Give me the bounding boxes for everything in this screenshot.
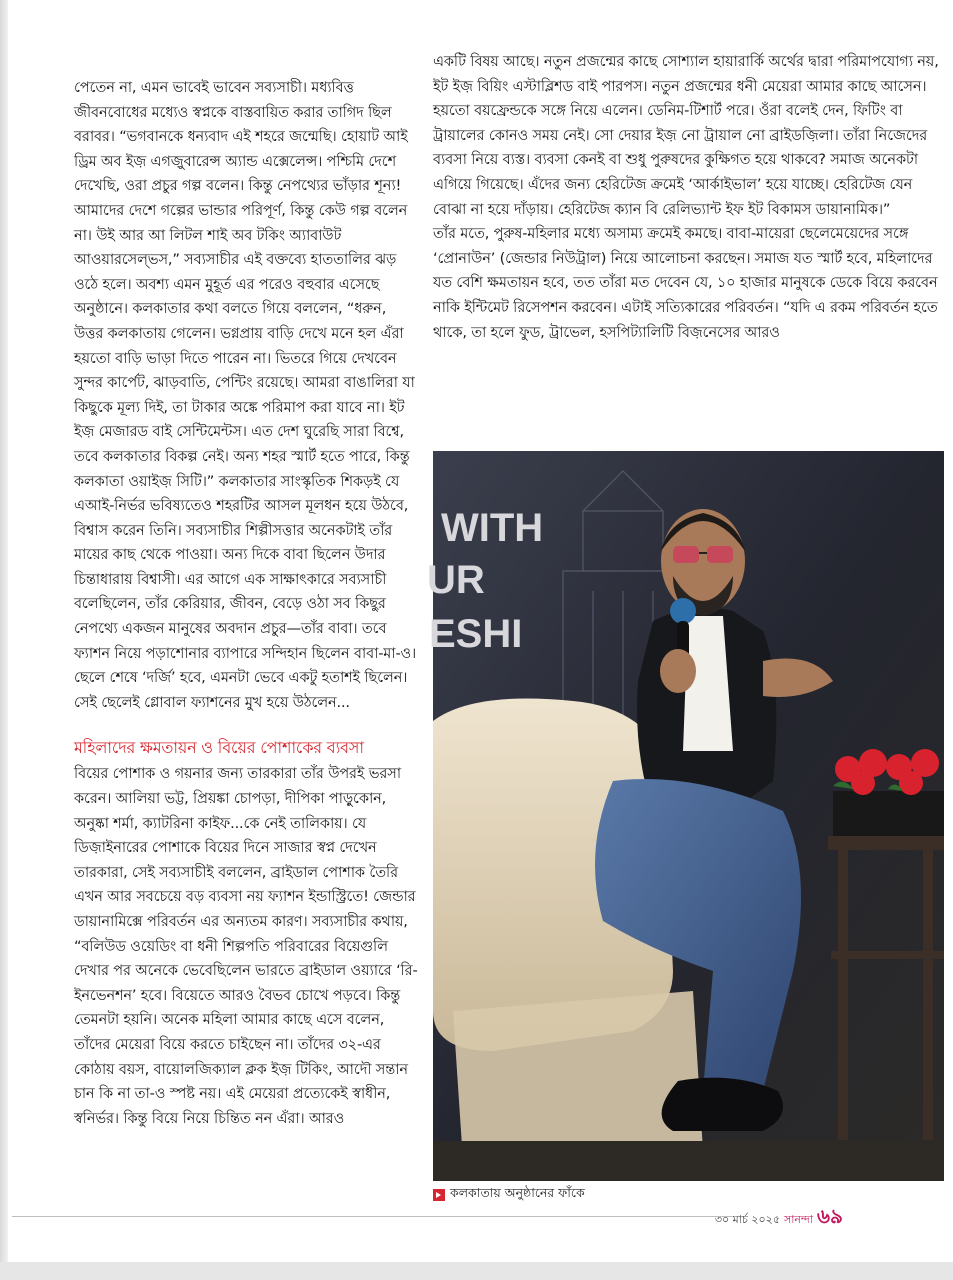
glasses-icon [673, 546, 699, 563]
page-edge-shadow [0, 0, 8, 1280]
page-number: ৬৯ [817, 1204, 843, 1228]
article-paragraph-section: বিয়ের পোশাক ও গয়নার জন্য তারকারা তাঁর উপরই ভরসা করেন। আলিয়া ভট্ট, প্রিয়ঙ্কা চোপড়া, দীপিকা পাড়ুকোন, অনুষ্কা শর্মা, ক্যাটরিনা কাইফ...কে নেই তালিকায়। যে ডিজ়াইনারের পোশাকে বিয়ের দিনে সাজার স্বপ্ন দেখেন তারকারা, সেই সব্যসাচীই বললেন, ব্রাইডাল পোশাক তৈরি এখন আর সবচেয়ে বড় ব্যবসা নয় ফ্যাশন ইন্ডাস্ট্রিতে! জেন্ডার ডায়ানামিক্সে পরিবর্তন এর অন্যতম কারণ। সব্যসাচীর কথায়, “বলিউড ওয়েডিং বা ধনী শিল্পপতি পরিবারের বিয়েগুলি দেখার পর অনেকে ভেবেছিলেন ভারতে ব্রাইডাল ওয়্যারে ‘রি-ইনভেনশন’ হবে। বিয়েতে আরও বৈভব চোখে পড়বে। কিন্তু তেমনটা হয়নি। অনেক মহিলা আমার কাছে এসে বলেন, তাঁদের মেয়েরা বিয়ে করতে চাইছেন না। তাঁদের ৩২-এর কোঠায় বয়স, বায়োলজিক্যাল ক্লক ইজ় টিকিং, আদৌ সন্তান চান কি না তা-ও স্পষ্ট নয়। এই মেয়েরা প্রত্যেকেই স্বাধীন, স্বনির্ভর। কিন্তু বিয়ে নিয়ে চিন্তিত নন এঁরা। আরও [74, 765, 418, 1127]
issue-date: ৩০ মার্চ ২০২৫ [714, 1213, 780, 1226]
backdrop-text: WITH [441, 506, 544, 550]
caption-arrow-icon [433, 1189, 445, 1201]
article-paragraph-gender: তাঁর মতে, পুরুষ-মহিলার মধ্যে অসাম্য ক্রমেই কমছে। বাবা-মায়েরা ছেলেমেয়েদের সঙ্গে ‘প্রোনাউন’ (জেন্ডার নিউট্রাল) নিয়ে আলোচনা করছেন। সমাজ যত স্মার্ট হবে, মহিলাদের যত বেশি ক্ষমতায়ন হবে, তত তাঁরা মত দেবেন যে, ১০ হাজার মানুষকে ডেকে বিয়ে করবেন নাকি ইন্টিমেট রিসেপশন করবেন। এটাই সত্যিকারের পরিবর্তন। “যদি এ রকম পরিবর্তন হতে থাকে, তা হলে ফুড, ট্রাভেল, হসপিট্যালিটি বিজ়নেসের আরও [433, 225, 938, 341]
page-footer [714, 1202, 843, 1228]
person-head [661, 509, 745, 613]
section-subheading: মহিলাদের ক্ষমতায়ন ও বিয়ের পোশাকের ব্যবসা [74, 738, 364, 758]
article-paragraph-continued: একটি বিষয় আছে। নতুন প্রজন্মের কাছে সোশ্যাল হায়ারার্কি অর্থের দ্বারা পরিমাপযোগ্য নয়, ইট ইজ় বিয়িং এস্টাব্লিশড বাই পারপস। নতুন প্রজন্মের ধনী মেয়েরা আমার কাছে আসেন। হয়তো বয়ফ্রেন্ডকে সঙ্গে নিয়ে এলেন। ডেনিম-টিশার্ট পরে। ওঁরা বলেই দেন, ফিটিং বা ট্রায়ালের কোনও সময় নেই। সো দেয়ার ইজ় নো ট্রায়াল নো ব্রাইডজ়িলা। তাঁরা নিজেদের ব্যবসা নিয়ে ব্যস্ত। ব্যবসা কেনই বা শুধু পুরুষদের কুক্ষিগত হয়ে থাকবে? সমাজ অনেকটা এগিয়ে গিয়েছে। এঁদের জন্য হেরিটেজ ক্রমেই ‘আর্কাইভাল’ হয়ে যাচ্ছে। হেরিটেজ যেন বোঝা না হয়ে দাঁড়ায়। হেরিটেজ ক্যান বি রেলিভ্যান্ট ইফ ইট বিকামস ডায়ানামিক।” [433, 53, 939, 218]
backdrop-text: UR [427, 558, 485, 602]
footer-rule [12, 1216, 732, 1217]
article-paragraph-intro: পেতেন না, এমন ভাবেই ভাবেন সব্যসাচী। মধ্যবিত্ত জীবনবোধের মধ্যেও স্বপ্নকে বাস্তবায়িত করার তাগিদ ছিল বরাবর। “ভগবানকে ধন্যবাদ এই শহরে জন্মেছি। হোয়াট আই ড্রিম অব ইজ় এগজ়ুবারেন্স অ্যান্ড এক্সেলেন্স। পশ্চিমি দেশে দেখেছি, ওরা প্রচুর গল্প বলেন। কিন্তু নেপথ্যের ভাঁড়ার শূন্য! আমাদের দেশে গল্পের ভান্ডার পরিপূর্ণ, কিন্তু কেউ গল্প বলেন না। উই আর আ লিটল শাই অব টকিং অ্যাবাউট আওয়ারসেল্ভস,” সব্যসাচীর এই বক্তব্যে হাততালির ঝড় ওঠে হলে। অবশ্য এমন মুহূর্ত এর পরেও বহুবার এসেছে অনুষ্ঠানে। কলকাতার কথা বলতে গিয়ে বললেন, “ধরুন, উত্তর কলকাতায় গেলেন। ভগ্নপ্রায় বাড়ি দেখে মনে হল এঁরা হয়তো বাড়ি ভাড়া দিতে পারেন না। ভিতরে গিয়ে দেখবেন সুন্দর কার্পেট, ঝাড়বাতি, পেন্টিং রয়েছে। আমরা বাঙালিরা যা কিছুকে মূল্য দিই, তা টাকার অঙ্কে পরিমাপ করা যাবে না। ইট ইজ় মেজারড বাই সেন্টিমেন্টস। এত দেশ ঘুরেছি সারা বিশ্বে, তবে কলকাতার বিকল্প নেই। অন্য শহর স্মার্ট হতে পারে, কিন্তু কলকাতা ওয়াইজ় সিটি।” কলকাতার সাংস্কৃতিক শিকড়ই যে এআই-নির্ভর ভবিষ্যতেও শহরটির আসল মূলধন হয়ে উঠবে, বিশ্বাস করেন তিনি। সব্যসাচীর শিল্পীসত্তার অনেকটাই তাঁর মায়ের কাছ থেকে পাওয়া। অন্য দিকে বাবা ছিলেন উদার চিন্তাধারায় বিশ্বাসী। এর আগে এক সাক্ষাৎকারে সব্যসাচী বলেছিলেন, তাঁর কেরিয়ার, জীবন, বেড়ে ওঠা সব কিছুর নেপথ্যে একজন মানুষের অবদান প্রচুর—তাঁর বাবা। তবে ফ্যাশন নিয়ে পড়াশোনার ব্যাপারে সন্দিহান ছিলেন বাবা-মা-ও। ছেলে শেষে ‘দর্জি’ হবে, এমনটা ভেবে একটু হতাশই ছিলেন। সেই ছেলেই গ্লোবাল ফ্যাশনের মুখ হয়ে উঠলেন... [74, 79, 417, 711]
photo-caption [433, 1185, 938, 1205]
article-right-column [433, 50, 941, 345]
magazine-brand: সানন্দা [783, 1213, 814, 1226]
backdrop-text: ESHI [429, 612, 523, 656]
microphone-icon [670, 598, 696, 624]
article-photo [427, 451, 944, 1181]
page-bottom-edge [0, 1262, 953, 1280]
side-table [828, 836, 944, 850]
caption-text: কলকাতায় অনুষ্ঠানের ফাঁকে [450, 1185, 585, 1200]
article-left-column [74, 76, 419, 1131]
photo-illustration [427, 451, 944, 1181]
